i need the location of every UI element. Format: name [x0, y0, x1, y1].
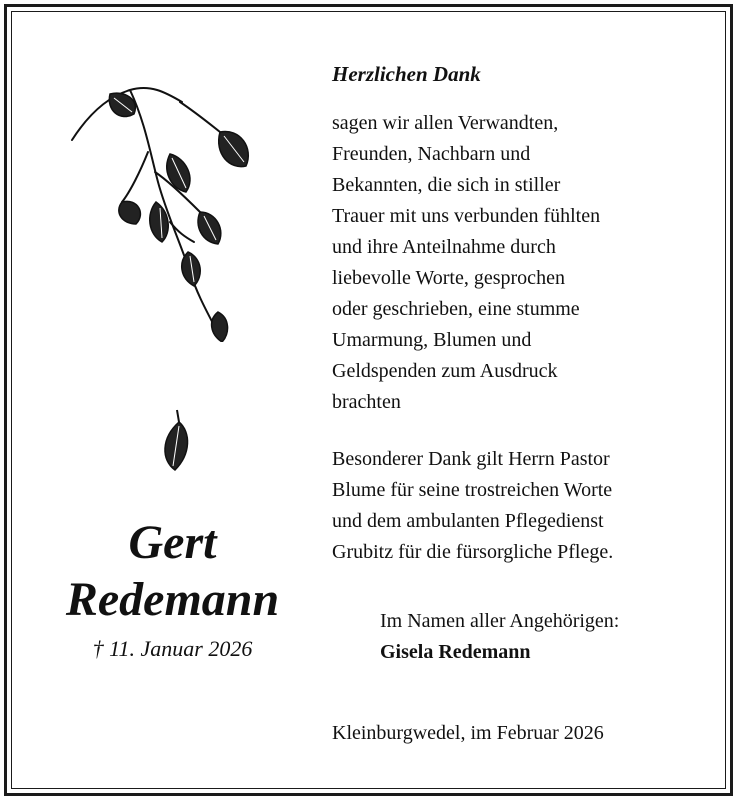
signature-name: Gisela Redemann [380, 641, 531, 663]
signature-intro: Im Namen aller Angehörigen: [380, 610, 620, 632]
signature-block [380, 606, 619, 668]
left-column [30, 40, 315, 740]
birch-branch-icon [70, 62, 270, 342]
special-thanks-paragraph: Besonderer Dank gilt Herrn Pastor Blume für seine trostreichen Worte und dem ambulanten Pflegedienst Grubitz für die fürsorgliche Pflege. [332, 448, 614, 563]
notice-heading: Herzlichen Dank [332, 62, 481, 86]
place-and-date: Kleinburgwedel, im Februar 2026 [332, 722, 604, 744]
deceased-last-name: Redemann [65, 573, 280, 626]
death-date: † 11. Januar 2026 [92, 636, 253, 661]
thanks-paragraph: sagen wir allen Verwandten, Freunden, Nachbarn und Bekannten, die sich in stiller Trauer mit uns verbunden fühlten und ihre Anteilnahme durch liebevolle Worte, gesprochen oder geschrieben, eine stumme Umarmung, Blumen und Geldspenden zum Ausdruck brachten [332, 112, 601, 413]
falling-leaf-icon [155, 408, 195, 478]
deceased-first-name: Gert [128, 516, 217, 569]
